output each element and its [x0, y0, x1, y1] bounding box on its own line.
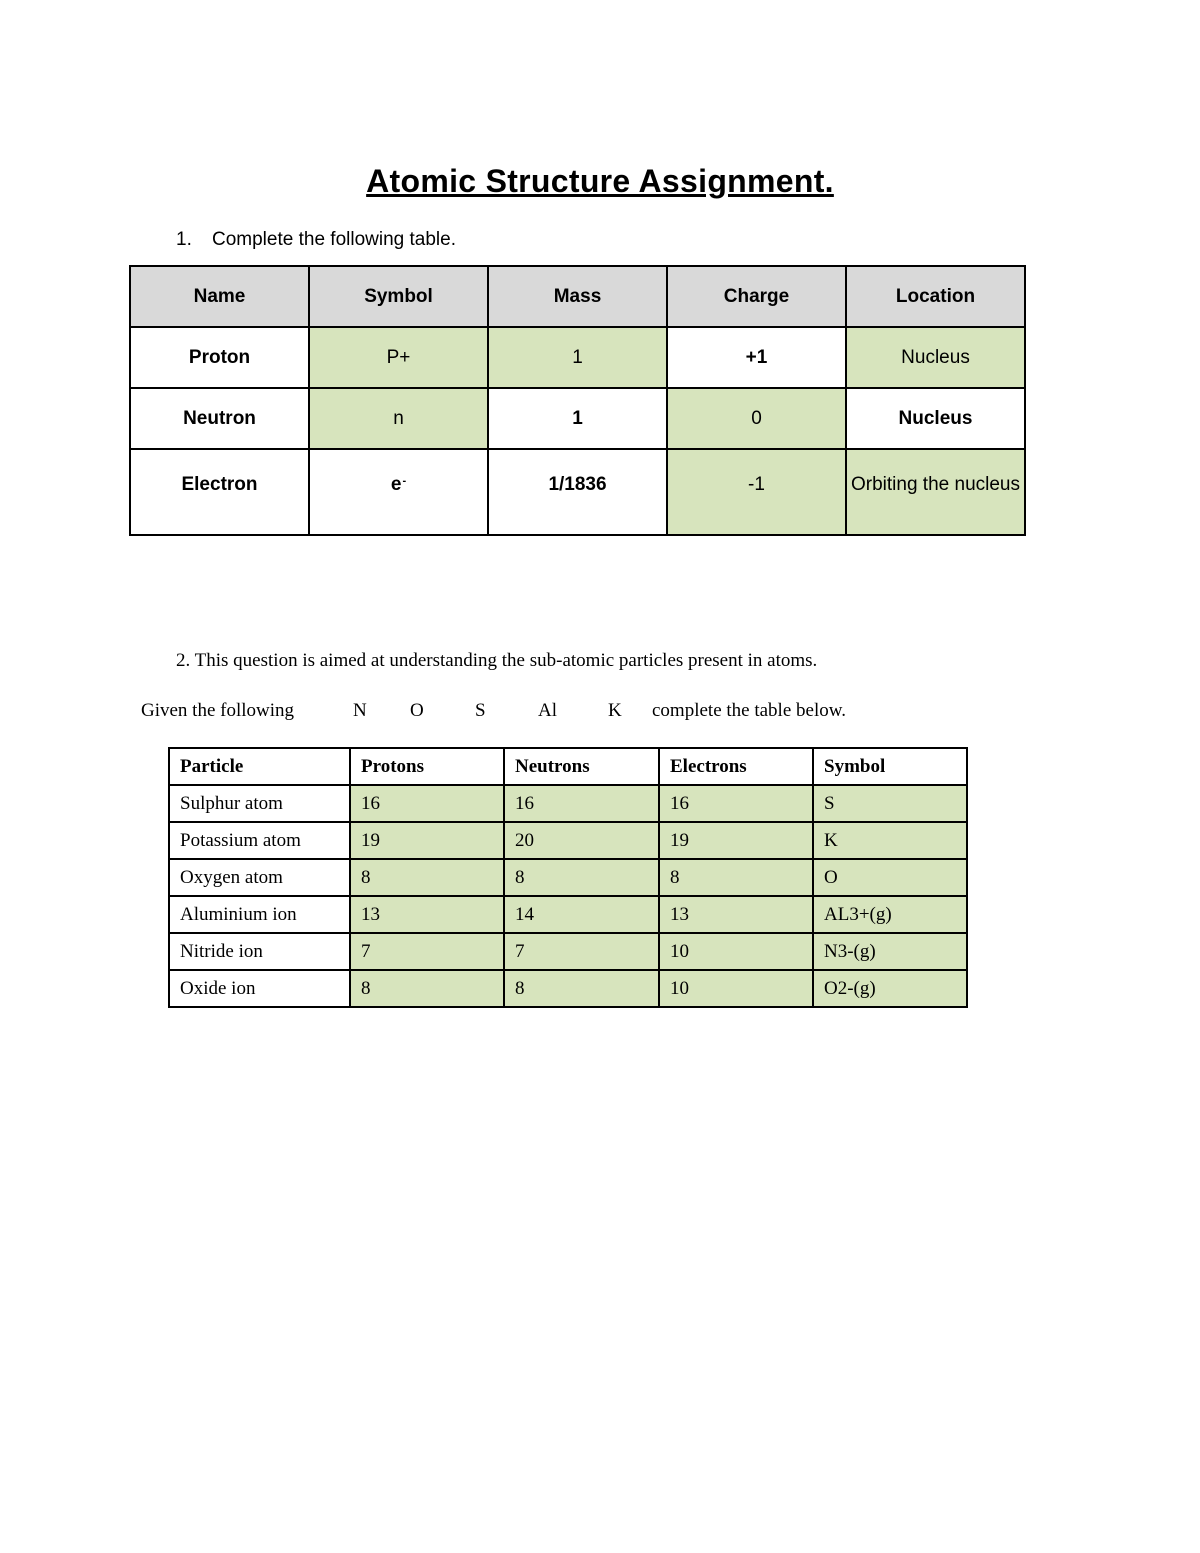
element-al: Al [538, 700, 557, 721]
cell-neutrons[interactable]: 14 [504, 896, 659, 933]
header-symbol: Symbol [813, 748, 967, 785]
electron-symbol: e [390, 474, 402, 495]
cell-particle: Nitride ion [169, 933, 350, 970]
cell-particle: Oxide ion [169, 970, 350, 1007]
cell-charge[interactable]: -1 [667, 449, 846, 535]
given-prefix: Given the following [141, 700, 295, 721]
cell-protons[interactable]: 13 [350, 896, 504, 933]
table-row [169, 859, 967, 896]
cell-neutrons[interactable]: 8 [504, 970, 659, 1007]
cell-location: Nucleus [846, 388, 1025, 449]
cell-symbol[interactable]: K [813, 822, 967, 859]
cell-neutrons[interactable]: 20 [504, 822, 659, 859]
table-row [169, 822, 967, 859]
cell-neutrons[interactable]: 8 [504, 859, 659, 896]
header-particle: Particle [169, 748, 350, 785]
cell-particle: Oxygen atom [169, 859, 350, 896]
cell-electrons[interactable]: 13 [659, 896, 813, 933]
table-row [130, 449, 1025, 535]
cell-mass[interactable]: 1 [488, 327, 667, 388]
cell-protons[interactable]: 19 [350, 822, 504, 859]
element-s: S [475, 700, 486, 721]
cell-symbol[interactable]: n [309, 388, 488, 449]
question-1 [176, 229, 456, 251]
cell-symbol [309, 449, 488, 535]
cell-symbol[interactable]: O [813, 859, 967, 896]
table-row [130, 388, 1025, 449]
cell-particle: Aluminium ion [169, 896, 350, 933]
cell-symbol[interactable]: O2-(g) [813, 970, 967, 1007]
cell-protons[interactable]: 8 [350, 859, 504, 896]
cell-name: Electron [130, 449, 309, 535]
cell-charge[interactable]: 0 [667, 388, 846, 449]
header-electrons: Electrons [659, 748, 813, 785]
cell-particle: Sulphur atom [169, 785, 350, 822]
particle-properties-table [129, 265, 1026, 536]
question-1-number: 1. [176, 229, 192, 250]
table-row [169, 970, 967, 1007]
table-row [130, 327, 1025, 388]
header-mass: Mass [488, 266, 667, 327]
header-protons: Protons [350, 748, 504, 785]
cell-mass: 1 [488, 388, 667, 449]
question-1-text: Complete the following table. [212, 229, 456, 250]
cell-protons[interactable]: 8 [350, 970, 504, 1007]
page-title: Atomic Structure Assignment. [366, 163, 834, 199]
given-suffix: complete the table below. [652, 700, 846, 721]
element-o: O [410, 700, 424, 721]
electron-symbol-superscript: - [402, 475, 407, 487]
header-neutrons: Neutrons [504, 748, 659, 785]
element-n: N [353, 700, 367, 721]
cell-electrons[interactable]: 10 [659, 970, 813, 1007]
element-k: K [608, 700, 622, 721]
cell-name: Neutron [130, 388, 309, 449]
header-symbol: Symbol [309, 266, 488, 327]
cell-symbol[interactable]: AL3+(g) [813, 896, 967, 933]
header-charge: Charge [667, 266, 846, 327]
cell-electrons[interactable]: 19 [659, 822, 813, 859]
subatomic-particles-table [168, 747, 968, 1008]
table-row [169, 896, 967, 933]
cell-electrons[interactable]: 10 [659, 933, 813, 970]
table-header-row [169, 748, 967, 785]
table-header-row [130, 266, 1025, 327]
cell-charge: +1 [667, 327, 846, 388]
cell-electrons[interactable]: 8 [659, 859, 813, 896]
header-location: Location [846, 266, 1025, 327]
table-row [169, 785, 967, 822]
cell-protons[interactable]: 7 [350, 933, 504, 970]
cell-symbol[interactable]: N3-(g) [813, 933, 967, 970]
cell-symbol[interactable]: S [813, 785, 967, 822]
cell-neutrons[interactable]: 16 [504, 785, 659, 822]
table-row [169, 933, 967, 970]
cell-particle: Potassium atom [169, 822, 350, 859]
question-2-text: 2. This question is aimed at understanding the sub-atomic particles present in atoms. [176, 650, 818, 671]
cell-mass: 1/1836 [488, 449, 667, 535]
cell-protons[interactable]: 16 [350, 785, 504, 822]
cell-location[interactable]: Orbiting the nucleus [846, 449, 1025, 535]
cell-neutrons[interactable]: 7 [504, 933, 659, 970]
cell-location[interactable]: Nucleus [846, 327, 1025, 388]
cell-name: Proton [130, 327, 309, 388]
cell-symbol[interactable]: P+ [309, 327, 488, 388]
cell-electrons[interactable]: 16 [659, 785, 813, 822]
header-name: Name [130, 266, 309, 327]
